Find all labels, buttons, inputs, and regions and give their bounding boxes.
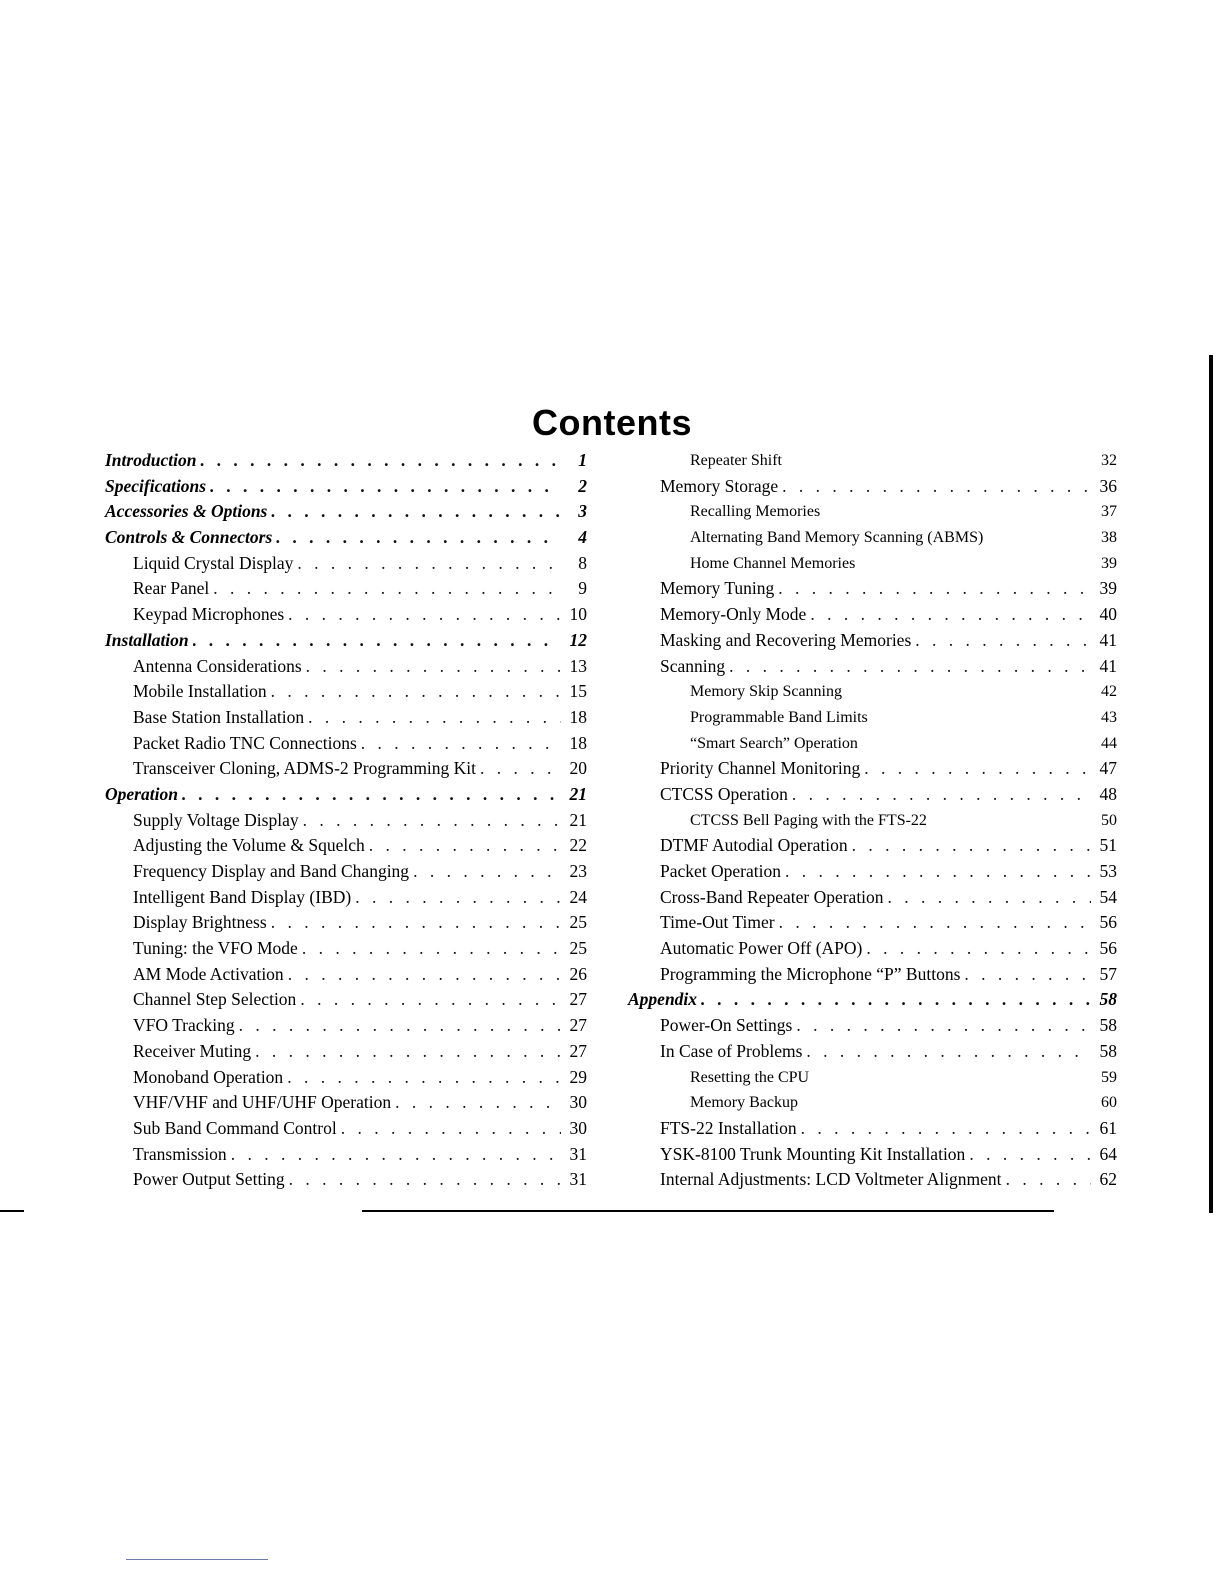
- toc-entry: [628, 705, 1117, 731]
- toc-entry: [105, 1116, 587, 1142]
- toc-entry-page: 30: [569, 1092, 587, 1113]
- toc-entry: [628, 756, 1117, 782]
- dot-leader: [308, 705, 561, 731]
- toc-entry-page: 24: [569, 886, 587, 907]
- toc-entry-title: Rear Panel: [133, 578, 210, 599]
- toc-entry-page: 43: [1101, 708, 1117, 726]
- dot-leader: [810, 602, 1091, 628]
- toc-entry-title: Priority Channel Monitoring: [660, 758, 861, 779]
- toc-entry-title: Channel Step Selection: [133, 989, 297, 1010]
- toc-entry: [105, 1167, 587, 1193]
- toc-entry-page: 26: [569, 963, 587, 984]
- dot-leader: [297, 551, 561, 577]
- toc-entry-page: 21: [569, 809, 587, 830]
- toc-entry: [628, 602, 1117, 628]
- toc-entry-title: Display Brightness: [133, 912, 267, 933]
- dot-leader: [806, 1039, 1091, 1065]
- toc-entry-title: Internal Adjustments: LCD Voltmeter Alignment: [660, 1169, 1002, 1190]
- dot-leader: [782, 474, 1091, 500]
- toc-entry-page: 59: [1101, 1068, 1117, 1086]
- toc-entry: [628, 731, 1117, 757]
- toc-entry-title: Supply Voltage Display: [133, 809, 299, 830]
- toc-entry: [628, 1167, 1117, 1193]
- toc-entry: [105, 628, 587, 654]
- toc-entry-title: Repeater Shift: [690, 452, 782, 469]
- toc-entry: [105, 936, 587, 962]
- toc-entry: [628, 551, 1117, 577]
- toc-entry: [628, 654, 1117, 680]
- toc-entry-title: AM Mode Activation: [133, 963, 284, 984]
- toc-entry-page: 23: [569, 861, 587, 881]
- toc-entry-page: 18: [569, 732, 587, 753]
- toc-entry: [105, 474, 587, 500]
- toc-entry: [628, 525, 1117, 551]
- toc-entry: [628, 833, 1117, 859]
- toc-entry-title: Packet Operation: [660, 861, 781, 881]
- toc-entry: [628, 448, 1117, 474]
- toc-entry: [105, 1090, 587, 1116]
- dot-leader: [276, 525, 561, 551]
- toc-entry: [105, 1039, 587, 1065]
- toc-entry-page: 41: [1099, 629, 1117, 650]
- toc-entry: [628, 808, 1117, 834]
- dot-leader: [779, 910, 1091, 936]
- toc-entry-title: Base Station Installation: [133, 706, 305, 727]
- dot-leader: [306, 654, 561, 680]
- toc-entry-page: 40: [1099, 604, 1117, 625]
- toc-entry-page: 4: [578, 527, 587, 548]
- toc-entry-title: Frequency Display and Band Changing: [133, 861, 410, 881]
- toc-entry: [628, 499, 1117, 525]
- toc-entry: [628, 782, 1117, 808]
- toc-entry: [628, 679, 1117, 705]
- toc-entry-title: Tuning: the VFO Mode: [133, 938, 298, 959]
- toc-entry-page: 22: [569, 835, 587, 856]
- toc-entry-title: CTCSS Operation: [660, 783, 788, 804]
- toc-entry-title: Appendix: [628, 989, 698, 1010]
- toc-entry: [628, 987, 1117, 1013]
- toc-entry-title: Transceiver Cloning, ADMS-2 Programming Kit: [133, 758, 477, 779]
- toc-entry-page: 9: [578, 578, 587, 599]
- toc-entry: [628, 1013, 1117, 1039]
- toc-left-column: [105, 448, 587, 1193]
- toc-entry-page: 25: [569, 912, 587, 933]
- toc-entry: [628, 1065, 1117, 1091]
- toc-entry-title: Programming the Microphone “P” Buttons: [660, 963, 961, 984]
- toc-entry-title: Masking and Recovering Memories: [660, 629, 912, 650]
- toc-entry-page: 47: [1099, 758, 1117, 779]
- toc-entry-page: 58: [1099, 989, 1117, 1010]
- toc-entry-title: Automatic Power Off (APO): [660, 938, 863, 959]
- toc-entry-page: 56: [1099, 912, 1117, 933]
- dot-leader: [300, 987, 561, 1013]
- toc-entry: [628, 1116, 1117, 1142]
- toc-entry-page: 18: [569, 706, 587, 727]
- toc-entry: [105, 808, 587, 834]
- toc-entry: [105, 1142, 587, 1168]
- toc-entry-page: 39: [1099, 578, 1117, 599]
- toc-entry-page: 44: [1101, 734, 1117, 752]
- toc-entry-title: Controls & Connectors: [105, 527, 273, 548]
- dot-leader: [302, 936, 561, 962]
- toc-entry: [105, 448, 587, 474]
- toc-entry-title: Memory Storage: [660, 475, 779, 496]
- toc-entry-page: 12: [569, 629, 587, 650]
- toc-entry-title: Sub Band Command Control: [133, 1117, 337, 1138]
- toc-entry: [105, 833, 587, 859]
- toc-entry-page: 48: [1099, 783, 1117, 804]
- toc-entry: [628, 576, 1117, 602]
- toc-entry-page: 60: [1101, 1094, 1117, 1112]
- dot-leader: [480, 756, 561, 782]
- dot-leader: [193, 628, 561, 654]
- dot-leader: [369, 833, 561, 859]
- toc-entry: [628, 962, 1117, 988]
- toc-entry: [105, 679, 587, 705]
- toc-entry-page: 8: [578, 552, 587, 573]
- toc-entry-title: Power-On Settings: [660, 1015, 793, 1036]
- dot-leader: [792, 782, 1091, 808]
- dot-leader: [341, 1116, 561, 1142]
- dot-leader: [801, 1116, 1091, 1142]
- toc-entry: [105, 576, 587, 602]
- toc-entry-page: 30: [569, 1117, 587, 1138]
- toc-entry-page: 38: [1101, 529, 1117, 547]
- dot-leader: [271, 910, 561, 936]
- dot-leader: [1006, 1167, 1091, 1193]
- dot-leader: [796, 1013, 1091, 1039]
- dot-leader: [287, 1065, 561, 1091]
- toc-entry-title: Liquid Crystal Display: [133, 552, 294, 573]
- toc-entry-title: Memory Skip Scanning: [690, 683, 842, 701]
- toc-entry-title: Memory Tuning: [660, 578, 775, 599]
- toc-entry-title: VHF/VHF and UHF/UHF Operation: [133, 1092, 392, 1113]
- page-title: Contents: [532, 402, 692, 443]
- toc-entry-page: 32: [1101, 452, 1117, 469]
- toc-entry-title: Introduction: [105, 450, 197, 470]
- toc-entry-page: 58: [1099, 1040, 1117, 1061]
- toc-entry-title: Recalling Memories: [690, 503, 821, 521]
- toc-entry-page: 64: [1099, 1143, 1117, 1164]
- toc-entry: [628, 885, 1117, 911]
- dot-leader: [852, 833, 1091, 859]
- toc-entry-title: YSK-8100 Trunk Mounting Kit Installation: [660, 1143, 966, 1164]
- toc-entry-title: CTCSS Bell Paging with the FTS-22: [690, 811, 927, 829]
- toc-entry-page: 27: [569, 1040, 587, 1061]
- toc-entry-title: Alternating Band Memory Scanning (ABMS): [690, 529, 984, 547]
- toc-entry: [105, 654, 587, 680]
- toc-entry: [628, 628, 1117, 654]
- toc-entry: [628, 910, 1117, 936]
- dot-leader: [888, 885, 1091, 911]
- toc-entry-title: Memory-Only Mode: [660, 604, 807, 625]
- toc-entry: [105, 499, 587, 525]
- toc-entry-page: 42: [1101, 683, 1117, 701]
- toc-entry-page: 58: [1099, 1015, 1117, 1036]
- dot-leader: [182, 782, 561, 808]
- toc-entry-title: Receiver Muting: [133, 1040, 252, 1061]
- toc-entry-page: 37: [1101, 503, 1117, 521]
- toc-entry: [105, 987, 587, 1013]
- toc-entry-title: Programmable Band Limits: [690, 708, 868, 726]
- toc-entry: [105, 525, 587, 551]
- dot-leader: [271, 679, 561, 705]
- dot-leader: [701, 987, 1091, 1013]
- toc-entry: [105, 1065, 587, 1091]
- toc-entry-page: 57: [1099, 963, 1117, 984]
- dot-leader: [969, 1142, 1091, 1168]
- toc-entry-page: 25: [569, 938, 587, 959]
- toc-entry-title: Time-Out Timer: [660, 912, 775, 933]
- dot-leader: [729, 654, 1091, 680]
- toc-entry-title: Memory Backup: [690, 1094, 798, 1112]
- toc-entry: [628, 1039, 1117, 1065]
- toc-entry-page: 31: [569, 1169, 587, 1190]
- dot-leader: [213, 576, 561, 602]
- footer-line: [126, 1559, 268, 1560]
- toc-entry-page: 27: [569, 989, 587, 1010]
- page-edge-bar: [1209, 355, 1213, 1213]
- toc-entry-title: Installation: [105, 629, 189, 650]
- toc-entry: [105, 1013, 587, 1039]
- dot-leader: [289, 1167, 561, 1193]
- toc-entry-title: Home Channel Memories: [690, 554, 856, 572]
- toc-entry-page: 53: [1099, 861, 1117, 881]
- dot-leader: [864, 756, 1091, 782]
- dot-leader: [964, 962, 1091, 988]
- dot-leader: [288, 602, 561, 628]
- toc-entry: [105, 705, 587, 731]
- dot-leader: [915, 628, 1091, 654]
- toc-entry: [105, 910, 587, 936]
- toc-entry-title: VFO Tracking: [133, 1015, 235, 1036]
- left-edge-tick: [0, 1210, 24, 1212]
- toc-entry-page: 51: [1099, 835, 1117, 856]
- toc-entry: [105, 551, 587, 577]
- toc-entry-title: Scanning: [660, 655, 726, 676]
- toc-entry-title: Transmission: [133, 1143, 227, 1164]
- toc-entry: [105, 731, 587, 757]
- toc-entry-title: In Case of Problems: [660, 1040, 803, 1061]
- toc-entry-page: 41: [1099, 655, 1117, 676]
- toc-entry-title: Cross-Band Repeater Operation: [660, 886, 884, 907]
- toc-entry-page: 2: [578, 475, 587, 496]
- toc-entry: [105, 782, 587, 808]
- toc-entry-title: Packet Radio TNC Connections: [133, 732, 357, 753]
- toc-entry-page: 54: [1099, 886, 1117, 907]
- toc-entry-page: 29: [569, 1066, 587, 1087]
- toc-entry-title: Specifications: [105, 475, 207, 496]
- toc-entry-title: Power Output Setting: [133, 1169, 285, 1190]
- dot-leader: [200, 448, 561, 474]
- toc-entry-page: 39: [1101, 554, 1117, 572]
- dot-leader: [210, 474, 561, 500]
- dot-leader: [303, 808, 561, 834]
- toc-entry-page: 15: [569, 681, 587, 702]
- toc-entry-page: 50: [1101, 811, 1117, 829]
- dot-leader: [395, 1090, 561, 1116]
- toc-entry-title: Accessories & Options: [105, 501, 268, 522]
- dot-leader: [288, 962, 561, 988]
- toc-entry-page: 1: [578, 450, 587, 470]
- toc-entry-title: Intelligent Band Display (IBD): [133, 886, 352, 907]
- dot-leader: [271, 499, 561, 525]
- toc-entry: [628, 1142, 1117, 1168]
- dot-leader: [355, 885, 561, 911]
- bottom-rule: [362, 1210, 1054, 1212]
- toc-entry-page: 13: [569, 655, 587, 676]
- toc-entry-page: 27: [569, 1015, 587, 1036]
- toc-entry-page: 10: [569, 604, 587, 625]
- toc-entry-title: Antenna Considerations: [133, 655, 302, 676]
- toc-entry: [105, 859, 587, 885]
- toc-entry-title: DTMF Autodial Operation: [660, 835, 848, 856]
- toc-entry: [628, 859, 1117, 885]
- toc-entry-page: 21: [569, 783, 587, 804]
- dot-leader: [239, 1013, 561, 1039]
- toc-entry-page: 61: [1099, 1117, 1117, 1138]
- toc-entry-page: 20: [569, 758, 587, 779]
- toc-entry: [628, 474, 1117, 500]
- toc-entry-title: Resetting the CPU: [690, 1068, 810, 1086]
- toc-entry: [105, 885, 587, 911]
- toc-entry: [105, 602, 587, 628]
- toc-entry-title: Operation: [105, 783, 178, 804]
- toc-entry-title: FTS-22 Installation: [660, 1117, 797, 1138]
- dot-leader: [866, 936, 1091, 962]
- toc-entry-page: 36: [1099, 475, 1117, 496]
- toc-entry-title: “Smart Search” Operation: [690, 734, 858, 752]
- dot-leader: [785, 859, 1091, 885]
- toc-entry: [105, 962, 587, 988]
- toc-entry-title: Monoband Operation: [133, 1066, 284, 1087]
- toc-entry-title: Keypad Microphones: [133, 604, 285, 625]
- toc-entry-page: 3: [578, 501, 587, 522]
- toc-entry-title: Adjusting the Volume & Squelch: [133, 835, 365, 856]
- toc-right-column: [628, 448, 1117, 1193]
- dot-leader: [231, 1142, 561, 1168]
- toc-entry: [628, 936, 1117, 962]
- toc-entry-page: 62: [1099, 1169, 1117, 1190]
- dot-leader: [778, 576, 1091, 602]
- dot-leader: [361, 731, 561, 757]
- toc-entry: [628, 1090, 1117, 1116]
- toc-entry-title: Mobile Installation: [133, 681, 267, 702]
- toc-entry-page: 56: [1099, 938, 1117, 959]
- toc-entry-page: 31: [569, 1143, 587, 1164]
- dot-leader: [255, 1039, 561, 1065]
- dot-leader: [413, 859, 561, 885]
- toc-entry: [105, 756, 587, 782]
